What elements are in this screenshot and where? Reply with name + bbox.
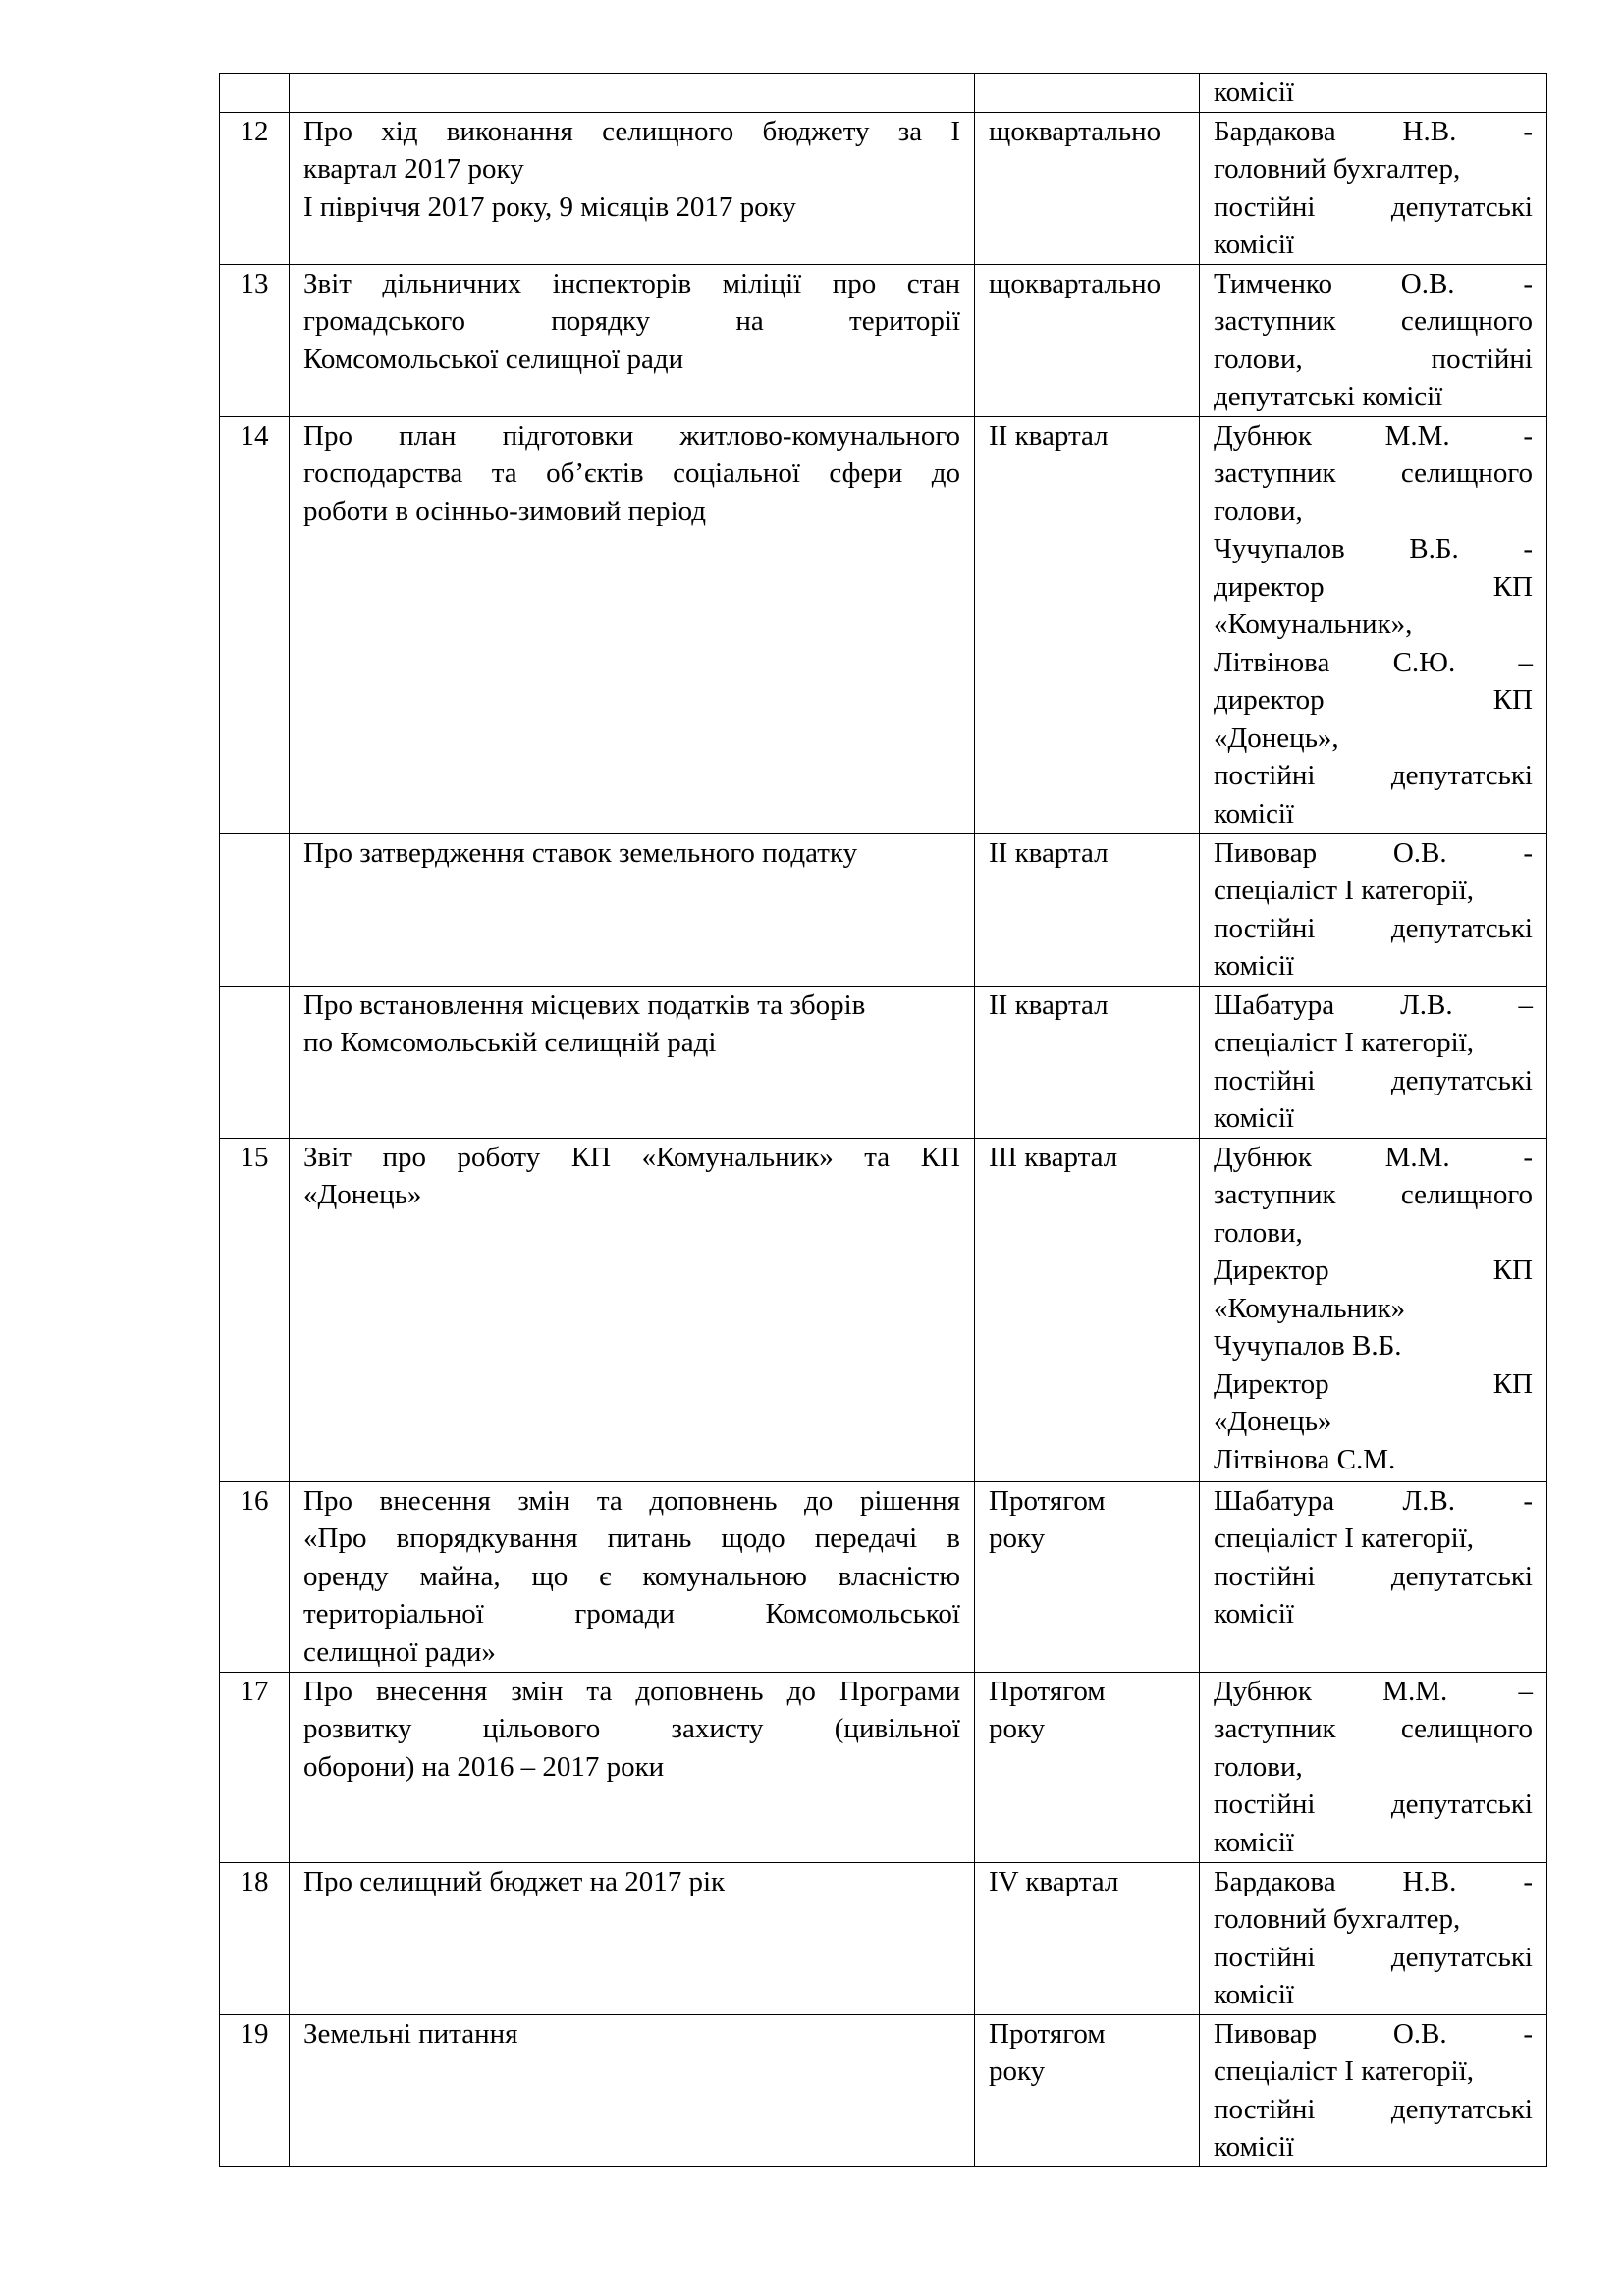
agenda-item-period-line: ІІ квартал: [989, 836, 1109, 869]
agenda-item-period: [975, 264, 1200, 416]
row-number: 17: [220, 1672, 290, 1862]
row-number: [220, 833, 290, 986]
agenda-item-title-line: Про план підготовки житлово-комунального: [303, 419, 960, 452]
agenda-item-title-line: Звіт дільничних інспекторів міліції про стан: [303, 267, 960, 299]
row-number: [220, 986, 290, 1138]
table-row: [220, 986, 1547, 1138]
agenda-item-period-line: щоквартально: [989, 115, 1162, 147]
row-number: 14: [220, 416, 290, 833]
agenda-item-title-line: громадського порядку на території: [303, 305, 960, 337]
agenda-item-responsible: [1200, 1481, 1547, 1672]
agenda-item-title-line: оренду майна, що є комунальною власністю: [303, 1560, 960, 1592]
agenda-item-period: [975, 74, 1200, 113]
agenda-item-responsible: [1200, 416, 1547, 833]
agenda-item-responsible-line: постійні депутатські: [1214, 912, 1533, 944]
agenda-item-responsible-line: постійні депутатські: [1214, 1941, 1533, 1973]
agenda-item-responsible-line: Шабатура Л.В. –: [1214, 988, 1533, 1021]
table-row: [220, 2014, 1547, 2166]
agenda-item-title: [290, 112, 975, 264]
agenda-item-responsible-line: «Комунальник»: [1214, 1292, 1406, 1324]
table-row: [220, 416, 1547, 833]
table-row: [220, 74, 1547, 113]
agenda-item-title: [290, 1481, 975, 1672]
agenda-item-responsible-line: «Донець»: [1214, 1406, 1332, 1437]
agenda-item-period-line: ІІ квартал: [989, 988, 1109, 1021]
agenda-item-responsible-line: головний бухгалтер,: [1214, 1903, 1461, 1935]
agenda-item-responsible-line: Чучупалов В.Б. -: [1214, 533, 1533, 564]
agenda-item-responsible-line: спеціаліст І категорії,: [1214, 1522, 1475, 1554]
row-number: 15: [220, 1138, 290, 1481]
agenda-item-period: [975, 986, 1200, 1138]
agenda-item-title: [290, 416, 975, 833]
table-row: [220, 264, 1547, 416]
agenda-item-responsible-line: Шабатура Л.В. -: [1214, 1484, 1533, 1517]
agenda-item-title-line: квартал 2017 року: [303, 153, 524, 185]
agenda-item-period-line: Протягом: [989, 1675, 1106, 1707]
agenda-item-responsible-line: заступник селищного: [1214, 457, 1533, 489]
agenda-item-responsible-line: Літвінова С.М.: [1214, 1443, 1396, 1475]
agenda-item-responsible-line: «Комунальник»,: [1214, 609, 1413, 640]
agenda-item-responsible-line: постійні депутатські: [1214, 2093, 1533, 2125]
agenda-item-title-line: «Про впорядкування питань щодо передачі в: [303, 1522, 960, 1554]
agenda-item-period: [975, 1862, 1200, 2014]
agenda-item-title: [290, 1672, 975, 1862]
table-row: [220, 112, 1547, 264]
agenda-item-title-line: роботи в осінньо-зимовий період: [303, 495, 707, 527]
agenda-item-title: [290, 2014, 975, 2166]
work-plan-body: [220, 74, 1547, 2167]
agenda-item-title-line: «Донець»: [303, 1179, 422, 1210]
agenda-item-responsible-line: комісії: [1214, 950, 1294, 982]
agenda-item-title: [290, 986, 975, 1138]
agenda-item-period: [975, 833, 1200, 986]
agenda-item-responsible-line: Бардакова Н.В. -: [1214, 115, 1533, 147]
agenda-item-period: [975, 112, 1200, 264]
agenda-item-title-line: Звіт про роботу КП «Комунальник» та КП: [303, 1141, 960, 1173]
agenda-item-responsible-line: комісії: [1214, 1979, 1294, 2010]
agenda-item-title: [290, 1138, 975, 1481]
agenda-item-period-line: року: [989, 1522, 1046, 1554]
table-row: [220, 1862, 1547, 2014]
agenda-item-period-line: року: [989, 1713, 1046, 1744]
agenda-item-period: [975, 416, 1200, 833]
agenda-item-responsible-line: спеціаліст І категорії,: [1214, 1027, 1475, 1058]
agenda-item-title-line: Про встановлення місцевих податків та зборів: [303, 988, 866, 1021]
agenda-item-responsible-line: комісії: [1214, 2131, 1294, 2163]
agenda-item-title: [290, 833, 975, 986]
agenda-item-period-line: ІІ квартал: [989, 419, 1109, 452]
table-row: [220, 833, 1547, 986]
agenda-item-title-line: Про хід виконання селищного бюджету за І: [303, 115, 960, 147]
agenda-item-responsible-line: «Донець»,: [1214, 721, 1339, 754]
agenda-item-responsible: [1200, 1138, 1547, 1481]
agenda-item-period: [975, 1481, 1200, 1672]
agenda-item-title-line: Про затвердження ставок земельного податку: [303, 836, 858, 869]
agenda-item-responsible-line: заступник селищного: [1214, 1179, 1533, 1210]
table-row: [220, 1481, 1547, 1672]
agenda-item-responsible-line: голови,: [1214, 1750, 1303, 1783]
agenda-item-title-line: Про внесення змін та доповнень до рішення: [303, 1484, 960, 1517]
agenda-item-responsible-line: заступник селищного: [1214, 1713, 1533, 1744]
row-number: [220, 74, 290, 113]
agenda-item-responsible-line: директор КП: [1214, 570, 1533, 603]
agenda-item-title-line: Комсомольської селищної ради: [303, 343, 684, 375]
agenda-item-responsible-line: спеціаліст І категорії,: [1214, 2056, 1475, 2087]
agenda-item-period-line: щоквартально: [989, 267, 1162, 299]
agenda-item-responsible-line: Директор КП: [1214, 1255, 1533, 1286]
agenda-item-responsible-line: комісії: [1214, 229, 1294, 260]
agenda-item-title-line: господарства та об’єктів соціальної сфери до: [303, 457, 960, 489]
agenda-item-responsible: [1200, 1862, 1547, 2014]
agenda-item-responsible: [1200, 264, 1547, 416]
agenda-item-responsible-line: спеціаліст І категорії,: [1214, 875, 1475, 906]
agenda-item-title-line: оборони) на 2016 – 2017 роки: [303, 1750, 665, 1783]
agenda-item-period: [975, 1138, 1200, 1481]
agenda-item-period: [975, 2014, 1200, 2166]
agenda-item-responsible-line: заступник селищного: [1214, 305, 1533, 337]
agenda-item-responsible-line: комісії: [1214, 1102, 1294, 1134]
agenda-item-title-line: Земельні питання: [303, 2017, 518, 2050]
row-number: 19: [220, 2014, 290, 2166]
row-number: 12: [220, 112, 290, 264]
agenda-item-title-line: розвитку цільового захисту (цивільної: [303, 1713, 960, 1744]
agenda-item-responsible: [1200, 112, 1547, 264]
agenda-item-responsible-line: Пивовар О.В. -: [1214, 836, 1533, 869]
table-row: [220, 1672, 1547, 1862]
agenda-item-title: [290, 74, 975, 113]
agenda-item-responsible: [1200, 833, 1547, 986]
agenda-item-responsible-line: Дубнюк М.М. -: [1214, 419, 1533, 452]
agenda-item-responsible-line: Чучупалов В.Б.: [1214, 1330, 1402, 1362]
agenda-item-responsible-line: комісії: [1214, 1598, 1294, 1629]
agenda-item-title: [290, 264, 975, 416]
agenda-item-title: [290, 1862, 975, 2014]
agenda-item-responsible-line: Директор КП: [1214, 1367, 1533, 1400]
agenda-item-responsible-line: постійні депутатські: [1214, 1560, 1533, 1592]
work-plan-table: [219, 73, 1547, 2167]
agenda-item-responsible-line: постійні депутатські: [1214, 190, 1533, 223]
agenda-item-period-line: року: [989, 2056, 1046, 2087]
agenda-item-responsible-line: постійні депутатські: [1214, 760, 1533, 791]
agenda-item-responsible: [1200, 986, 1547, 1138]
agenda-item-responsible-line: Дубнюк М.М. -: [1214, 1141, 1533, 1173]
agenda-item-responsible-line: комісії: [1214, 77, 1294, 108]
agenda-item-responsible: [1200, 2014, 1547, 2166]
table-row: [220, 1138, 1547, 1481]
agenda-item-responsible-line: депутатські комісії: [1214, 381, 1443, 412]
agenda-item-responsible-line: головний бухгалтер,: [1214, 153, 1461, 185]
agenda-item-responsible-line: Літвінова С.Ю. –: [1214, 646, 1533, 678]
agenda-item-responsible-line: комісії: [1214, 797, 1294, 829]
agenda-item-responsible-line: Пивовар О.В. -: [1214, 2017, 1533, 2050]
agenda-item-title-line: Про внесення змін та доповнень до Програми: [303, 1675, 960, 1707]
agenda-item-responsible-line: Бардакова Н.В. -: [1214, 1865, 1533, 1897]
agenda-item-responsible: [1200, 74, 1547, 113]
agenda-item-responsible-line: постійні депутатські: [1214, 1789, 1533, 1820]
agenda-item-responsible-line: Дубнюк М.М. –: [1214, 1675, 1533, 1707]
agenda-item-title-line: територіальної громади Комсомольської: [303, 1598, 960, 1629]
row-number: 13: [220, 264, 290, 416]
agenda-item-responsible-line: комісії: [1214, 1826, 1294, 1858]
agenda-item-period-line: Протягом: [989, 2017, 1106, 2050]
agenda-item-period-line: ІV квартал: [989, 1865, 1119, 1897]
agenda-item-responsible-line: директор КП: [1214, 684, 1533, 716]
agenda-item-title-line: І півріччя 2017 року, 9 місяців 2017 року: [303, 190, 796, 223]
agenda-item-title-line: по Комсомольській селищній раді: [303, 1027, 717, 1058]
agenda-item-responsible-line: голови,: [1214, 495, 1303, 527]
agenda-item-title-line: Про селищний бюджет на 2017 рік: [303, 1865, 726, 1897]
agenda-item-period-line: Протягом: [989, 1484, 1106, 1517]
row-number: 16: [220, 1481, 290, 1672]
agenda-item-responsible: [1200, 1672, 1547, 1862]
agenda-item-period: [975, 1672, 1200, 1862]
agenda-item-responsible-line: постійні депутатські: [1214, 1064, 1533, 1096]
agenda-item-period-line: ІІІ квартал: [989, 1141, 1118, 1173]
agenda-item-responsible-line: Тимченко О.В. -: [1214, 267, 1533, 299]
row-number: 18: [220, 1862, 290, 2014]
agenda-item-title-line: селищної ради»: [303, 1635, 496, 1668]
agenda-item-responsible-line: голови, постійні: [1214, 343, 1533, 375]
agenda-item-responsible-line: голови,: [1214, 1216, 1303, 1249]
